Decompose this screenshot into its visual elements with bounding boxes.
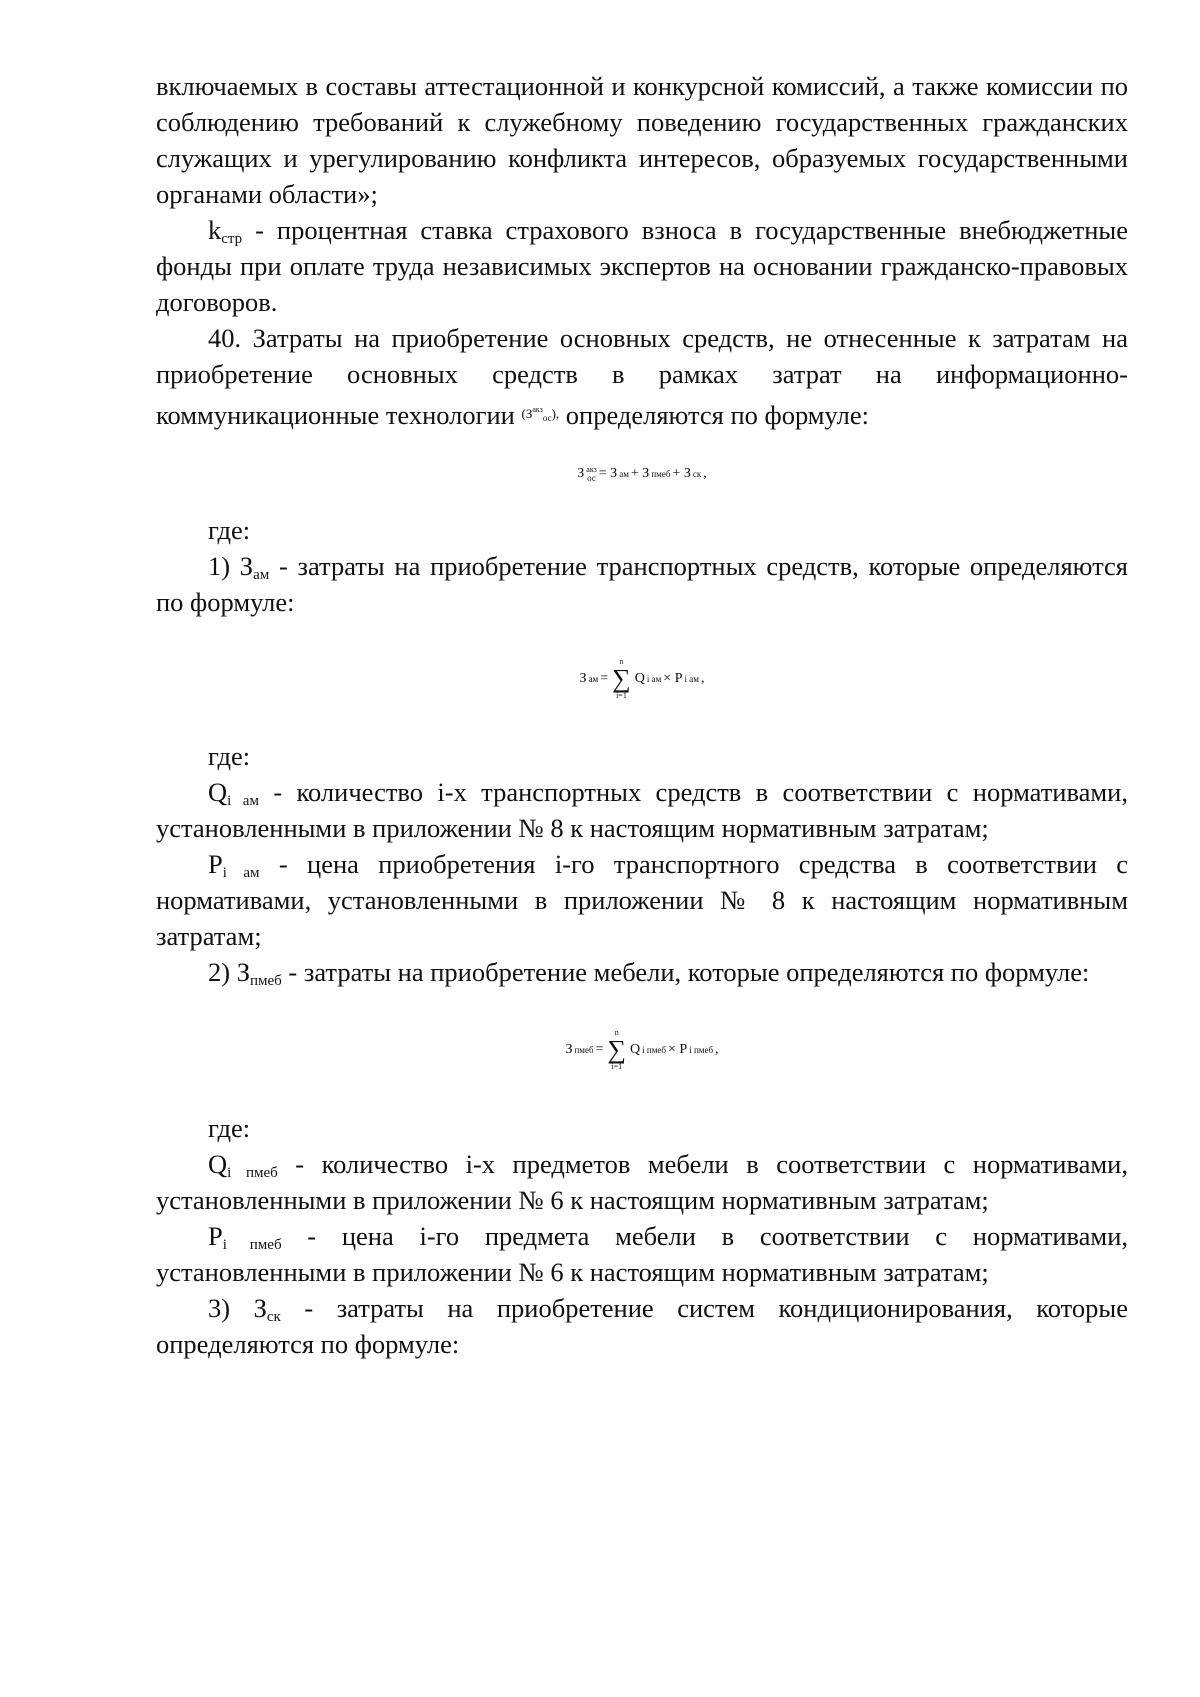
inline-formula-superscript: акз (532, 405, 543, 414)
formula-lhs-subscript: ам (588, 674, 599, 684)
paragraph-item-3 (156, 1290, 1128, 1362)
formula-equals-term: = З (598, 466, 618, 481)
formula-lhs-subscript: пмеб (574, 1045, 594, 1055)
formula-lhs: З (579, 671, 587, 686)
symbol-subscript: i пмеб (227, 1165, 278, 1181)
where-text: где: (208, 515, 251, 545)
formula-price-subscript: i пмеб (689, 1045, 714, 1055)
inline-formula-subscript: ос (542, 413, 552, 423)
where-text: где: (208, 741, 251, 771)
paragraph-item-1 (156, 548, 1128, 620)
paragraph-text-end: определяются по формуле: (559, 400, 869, 430)
symbol-subscript: i ам (222, 865, 260, 881)
formula-plus-term: + З (630, 466, 650, 481)
formula-end: , (700, 671, 705, 686)
formula-term-subscript: ам (619, 469, 629, 479)
item-subscript: пмеб (249, 973, 282, 989)
item-prefix: 2) З (208, 957, 250, 987)
formula-vehicles (156, 620, 1128, 738)
symbol: P (208, 1221, 223, 1251)
formula-quantity: Q (634, 671, 645, 686)
formula-quantity-subscript: i ам (646, 674, 662, 684)
symbol-subscript: стр (221, 231, 243, 247)
formula-plus-term: + З (672, 466, 691, 481)
symbol: k (208, 215, 222, 245)
item-prefix: 1) З (208, 551, 254, 581)
sum-operator (607, 1028, 626, 1072)
paragraph-q-furniture (156, 1146, 1128, 1218)
item-text: - затраты на приобретение мебели, которые определяются по формуле: (281, 957, 1090, 987)
symbol: Q (208, 1149, 228, 1179)
formula-lhs: З (565, 1042, 573, 1057)
where-label (156, 1110, 1128, 1146)
formula-times-price: × P (663, 671, 683, 686)
document-body (156, 68, 1128, 1362)
sigma-symbol: ∑ (607, 1035, 627, 1064)
sum-upper-limit: n (614, 1028, 619, 1037)
sum-lower-limit: i=1 (611, 1062, 623, 1071)
paragraph-text: включаемых в составы аттестационной и конкурсной комиссий, а также комиссии по соблюдению требований к служебному поведению государственных гражданских служащих и урегулированию конфликта интересов, образуемых государственными органами области»; (156, 71, 1128, 209)
formula-equals: = (595, 1042, 604, 1057)
formula-lhs-subscript: ос (587, 473, 596, 483)
where-label (156, 512, 1128, 548)
definition-text: - цена i-го предмета мебели в соответствии с нормативами, установленными в приложении № 6 к настоящим нормативным затратам; (156, 1221, 1128, 1287)
symbol-subscript: i ам (227, 793, 259, 809)
formula-lhs: З (577, 466, 585, 481)
inline-formula (522, 406, 560, 421)
definition-text: - процентная ставка страхового взноса в государственные внебюджетные фонды при оплате труда независимых экспертов на основании гражданско-правовых договоров. (156, 215, 1128, 317)
sum-upper-limit: n (619, 657, 624, 666)
formula-times-price: × P (668, 1042, 688, 1057)
formula-furniture (156, 990, 1128, 1110)
item-subscript: ск (266, 1309, 281, 1325)
symbol-subscript: i пмеб (222, 1237, 282, 1253)
formula-end: , (703, 466, 707, 481)
inline-formula-symbol: (З (521, 406, 533, 421)
paragraph-q-vehicles (156, 774, 1128, 846)
formula-quantity: Q (630, 1042, 641, 1057)
sum-operator (612, 657, 631, 701)
paragraph-item-40 (156, 320, 1128, 436)
where-text: где: (208, 1113, 251, 1143)
formula-end: , (715, 1042, 719, 1057)
sum-lower-limit: i=1 (616, 691, 627, 700)
sigma-symbol: ∑ (612, 664, 631, 693)
item-text: - затраты на приобретение транспортных средств, которые определяются по формуле: (156, 551, 1128, 617)
definition-text: - количество i-х транспортных средств в соответствии с нормативами, установленными в приложении № 8 к настоящим нормативным затратам; (156, 777, 1128, 843)
formula-quantity-subscript: i пмеб (642, 1045, 666, 1055)
symbol: P (208, 849, 223, 879)
symbol: Q (208, 777, 228, 807)
item-prefix: 3) З (208, 1293, 267, 1323)
item-text: - затраты на приобретение систем кондиционирования, которые определяются по формуле: (156, 1293, 1128, 1359)
formula-equals: = (600, 671, 609, 686)
formula-lhs-superscript: акз (586, 465, 597, 474)
formula-price-subscript: i ам (684, 674, 699, 684)
paragraph-p-furniture (156, 1218, 1128, 1290)
paragraph-text: 40. Затраты на приобретение основных средств, не отнесенные к затратам на приобретение основных средств в рамках затрат на информационно-коммуникационные технологии (156, 323, 1128, 430)
formula-total-fixed-assets (156, 436, 1128, 512)
item-subscript: ам (253, 567, 270, 583)
where-label (156, 738, 1128, 774)
formula-term-subscript: пмеб (651, 469, 671, 479)
paragraph-commission-list (156, 68, 1128, 212)
paragraph-p-vehicles (156, 846, 1128, 954)
definition-text: - цена приобретения i-го транспортного средства в соответствии с нормативами, установленными в приложении № 8 к настоящим нормативным затратам; (156, 849, 1128, 951)
paragraph-item-2 (156, 954, 1128, 990)
inline-formula-close: ), (551, 406, 560, 421)
paragraph-kstr-definition (156, 212, 1128, 320)
formula-term-subscript: ск (692, 469, 702, 479)
definition-text: - количество i-х предметов мебели в соответствии с нормативами, установленными в приложении № 6 к настоящим нормативным затратам; (156, 1149, 1128, 1215)
